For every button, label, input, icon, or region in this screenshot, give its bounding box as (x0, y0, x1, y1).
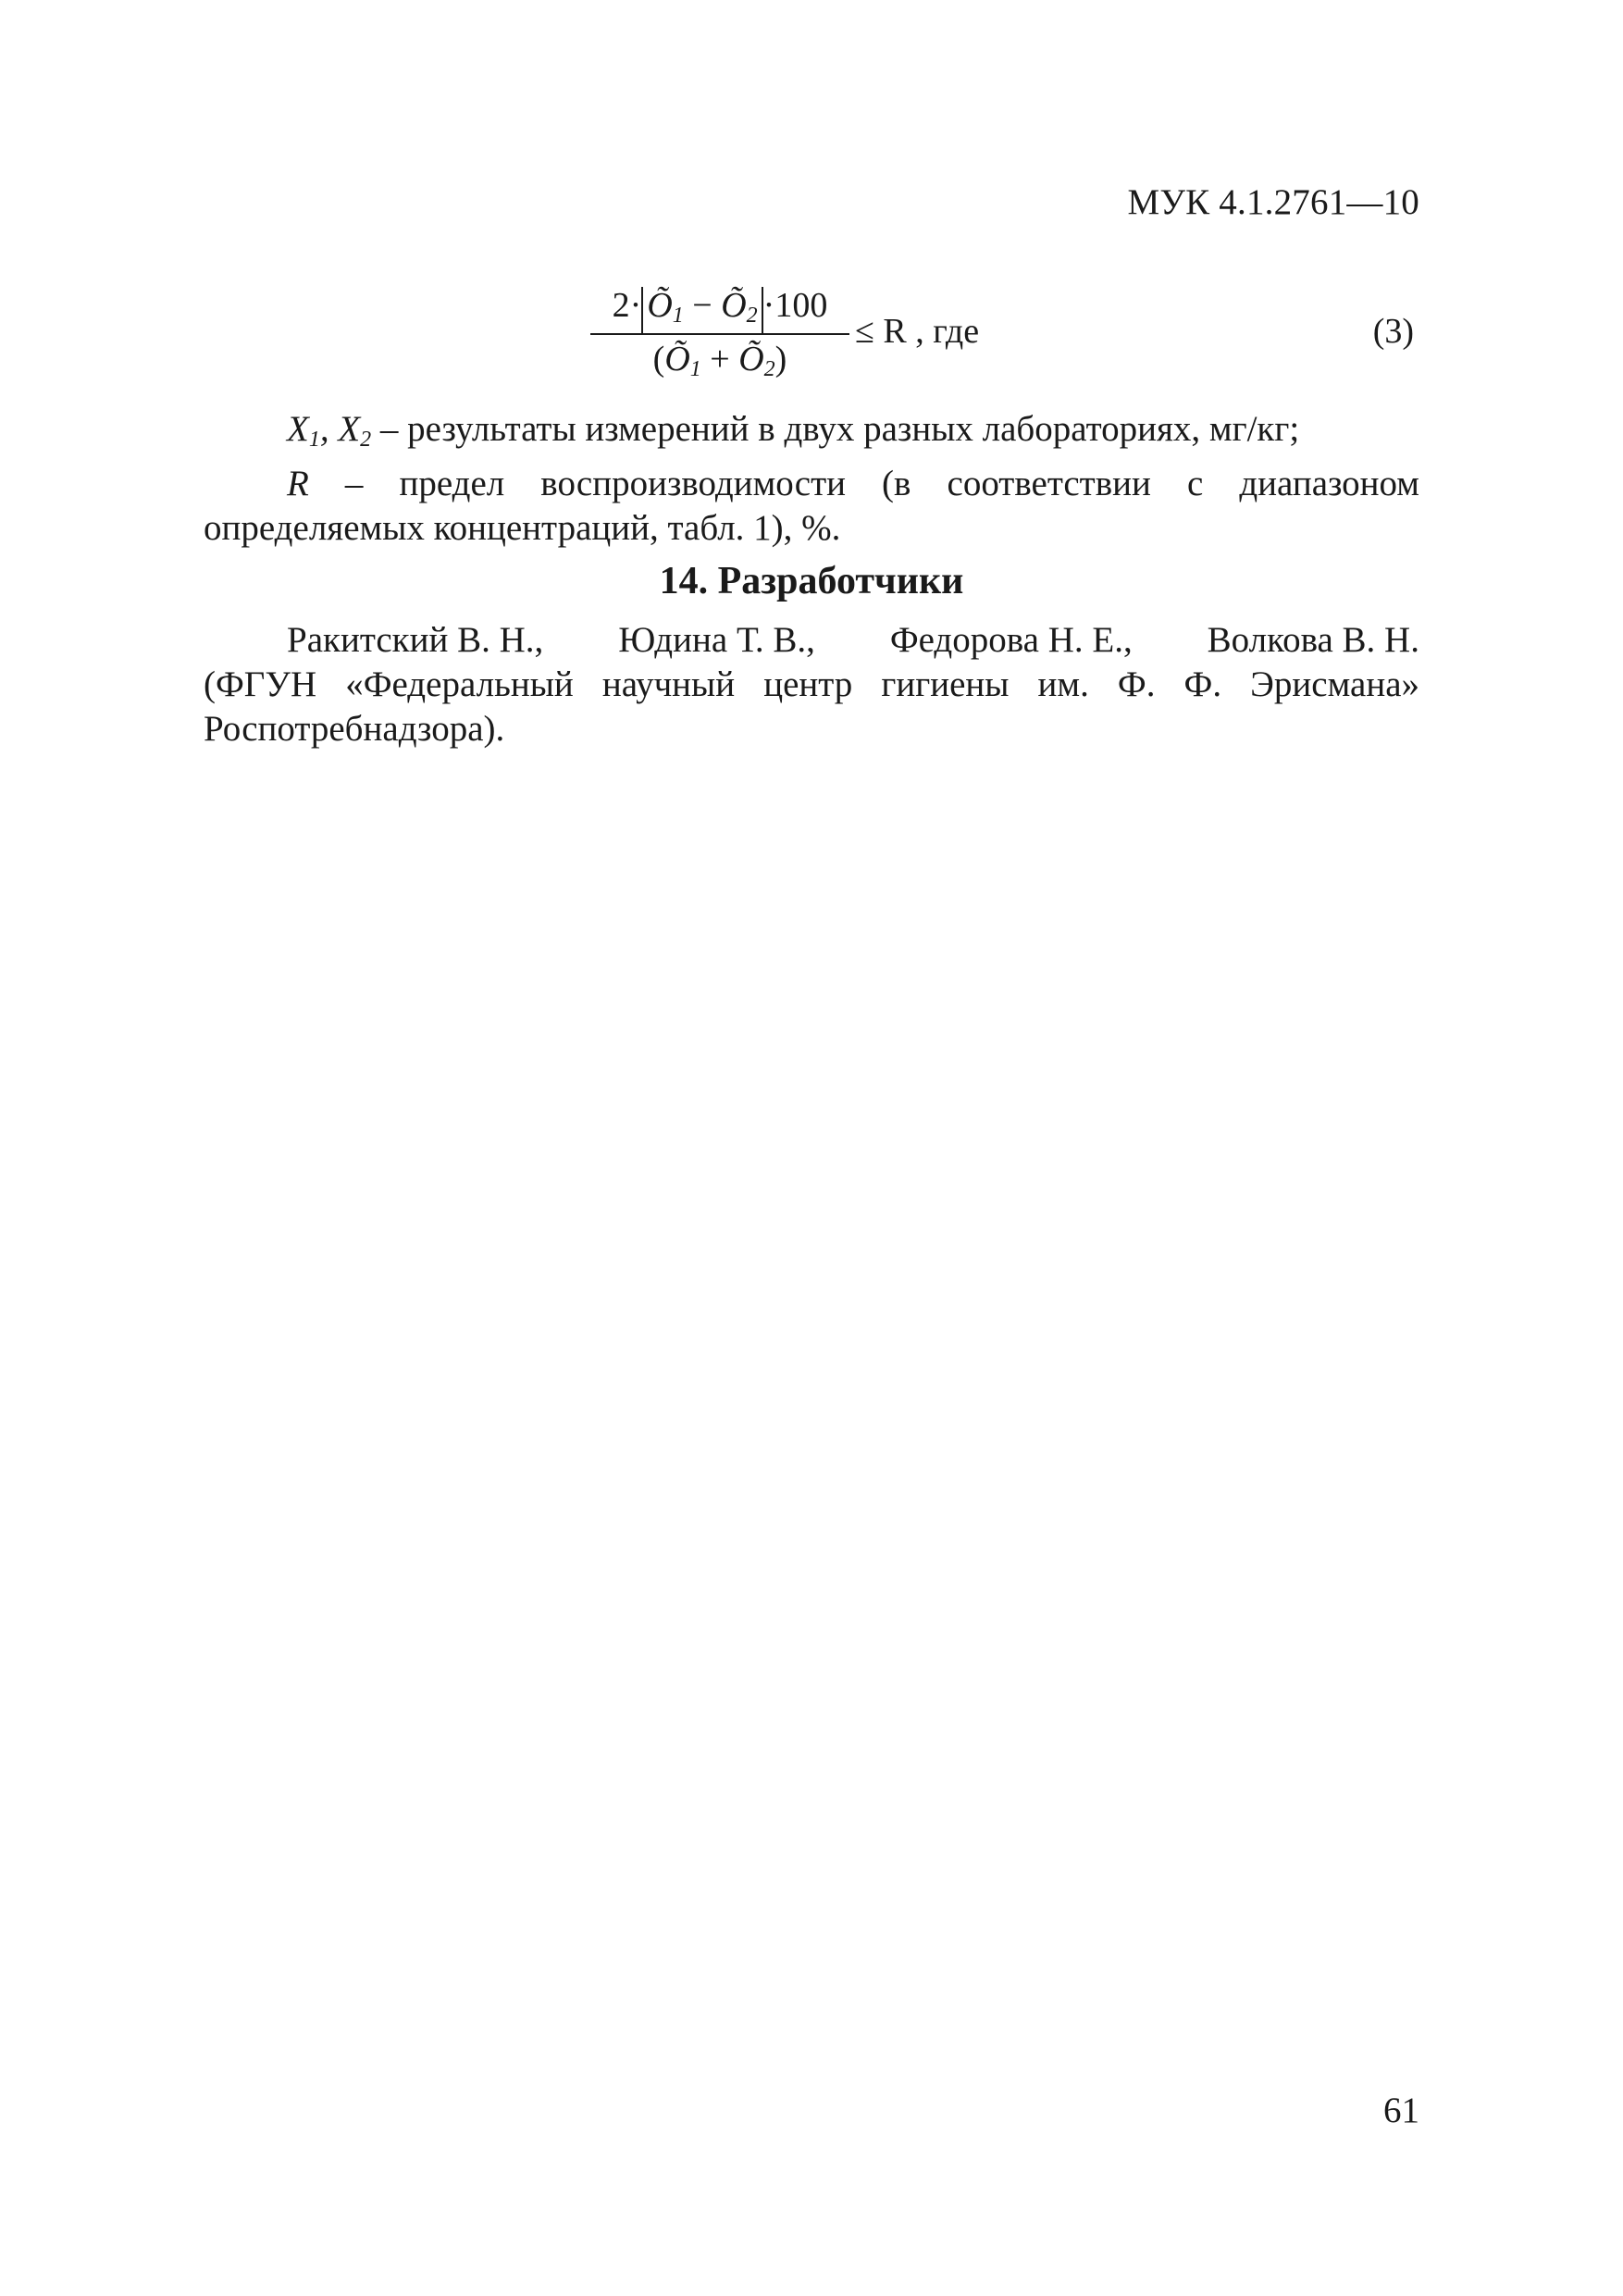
formula-relation: ≤ R , где (855, 312, 980, 351)
den-x2-symbol: Õ (738, 340, 764, 379)
def-x-symbol: X (287, 409, 309, 449)
def-r-symbol: R (287, 464, 309, 503)
page-number: 61 (1383, 2091, 1419, 2130)
developer-organization-tail: Роспотребнадзора). (204, 709, 505, 749)
def-x2-symbol: , X (319, 409, 361, 449)
def-x2-subscript: 2 (360, 428, 372, 452)
developer-organization: (ФГУН «Федеральный научный центр гигиены им. Ф. Ф. Эрисмана» (204, 664, 1419, 704)
section-title: 14. Разработчики (659, 560, 964, 602)
denominator-close: ) (774, 340, 787, 379)
formula-numerator (590, 285, 849, 334)
equation-number: (3) (1372, 312, 1414, 351)
variable-definitions (204, 407, 1419, 551)
def-x1-subscript: 1 (308, 428, 320, 452)
numerator-tail: ·100 (762, 286, 828, 325)
x2-symbol: Õ (721, 286, 747, 325)
den-x1-subscript: 1 (689, 357, 701, 381)
definition-x (204, 407, 1419, 462)
developer-names (204, 618, 1419, 663)
den-x1-symbol: Õ (664, 340, 690, 379)
numerator-coef: 2· (612, 286, 642, 325)
developer-name: Волкова В. Н. (1207, 620, 1419, 660)
absolute-difference (641, 287, 762, 334)
denominator-open: ( (652, 340, 665, 379)
formula-fraction (590, 285, 849, 387)
x1-subscript: 1 (672, 304, 684, 328)
definition-r (204, 462, 1419, 551)
formula-3 (0, 278, 1623, 398)
x2-subscript: 2 (746, 304, 758, 328)
developers-paragraph (204, 618, 1419, 751)
developer-name: Юдина Т. В., (618, 620, 815, 660)
developer-name: Ракитский В. Н., (287, 620, 544, 660)
fraction-bar (590, 333, 849, 335)
document-code: МУК 4.1.2761—10 (1127, 182, 1419, 222)
plus-sign: + (700, 340, 739, 379)
def-r-text: – предел воспроизводимости (в соответствии с диапазоном определяемых концентраций, табл. 1), %. (204, 464, 1419, 548)
developer-name: Федорова Н. Е., (889, 620, 1133, 660)
minus-sign: − (683, 286, 722, 325)
formula-denominator (590, 339, 849, 382)
def-x-text: – результаты измерений в двух разных лабораториях, мг/кг; (371, 409, 1300, 449)
den-x2-subscript: 2 (763, 357, 775, 381)
x1-symbol: Õ (647, 286, 673, 325)
